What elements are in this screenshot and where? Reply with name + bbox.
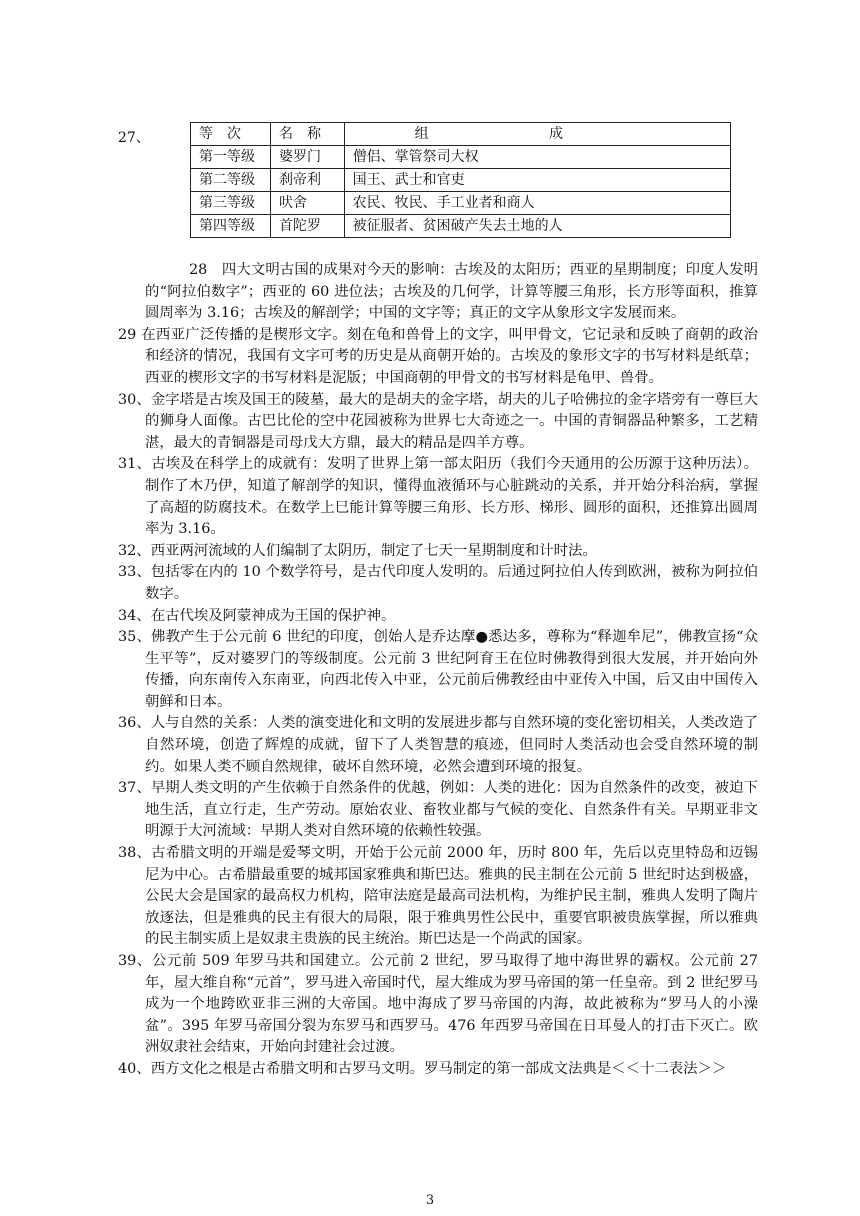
paragraph-35: 35、佛教产生于公元前 6 世纪的印度，创始人是乔达摩●悉达多，尊称为“释迦牟尼”，佛教宣扬“众生平等”，反对婆罗门的等级制度。公元前 3 世纪阿育王在位时佛教得到很大发展，并开始向外传播，向东南传入东南亚，向西北传入中亚，公元前后佛教经由中亚传入中国，后又由中国传入朝鲜和日本。 <box>118 629 758 710</box>
paragraph-40: 40、西方文化之根是古希腊文明和古罗马文明。罗马制定的第一部成文法典是＜＜十二表法＞＞ <box>118 1060 727 1077</box>
paragraph-32: 32、西亚两河流域的人们编制了太阴历，制定了七天一星期制度和计时法。 <box>118 542 597 559</box>
paragraph-36: 36、人与自然的关系：人类的演变进化和文明的发展进步都与自然环境的变化密切相关，人类改造了自然环境，创造了辉煌的成就，留下了人类智慧的痕迹，但同时人类活动也会受自然环境的制约。如果人类不顾自然规律，破坏自然环境，必然会遭到环境的报复。 <box>118 715 758 775</box>
cell-composition: 僧侣、掌管祭司大权 <box>344 146 730 169</box>
paragraph-31: 31、古埃及在科学上的成就有：发明了世界上第一部太阳历（我们今天通用的公历源于这种历法）。制作了木乃伊，知道了解剖学的知识，懂得血液循环与心脏跳动的关系，并开始分科治病，掌握了高超的防腐技术。在数学上巳能计算等腰三角形、长方形、梯形、圆形的面积，还推算出圆周率为 3.16。 <box>118 456 758 538</box>
header-rank: 等 次 <box>191 123 271 146</box>
paragraph-28: 28 四大文明古国的成果对今天的影响：古埃及的太阳历；西亚的星期制度；印度人发明的“阿拉伯数字”；西亚的 60 进位法；古埃及的几何学，计算等腰三角形，长方形等面积，推算圆周率为 3.16；古埃及的解剖学；中国的文字等；真正的文字从象形文字发展而来。 <box>145 262 758 322</box>
cell-composition: 被征服者、贫困破产失去土地的人 <box>344 215 730 238</box>
table-row <box>191 146 731 169</box>
table-header-row <box>191 123 731 146</box>
cell-composition: 农民、牧民、手工业者和商人 <box>344 192 730 215</box>
cell-rank: 第一等级 <box>191 146 271 169</box>
cell-rank: 第三等级 <box>191 192 271 215</box>
paragraph-38: 38、古希腊文明的开端是爱琴文明，开始于公元前 2000 年，历时 800 年，先后以克里特岛和迈锡尼为中心。古希腊最重要的城邦国家雅典和斯巴达。雅典的民主制在公元前 5 世纪时达到极盛，公民大会是国家的最高权力机构，陪审法庭是最高司法机构，为维护民主制，雅典人发明了陶片放逐法，但是雅典的民主有很大的局限，限于雅典男性公民中，重要官职被贵族掌握，所以雅典的民主制实质上是奴隶主贵族的民主统治。斯巴达是一个尚武的国家。 <box>118 845 758 948</box>
item-27-number: 27、 <box>118 130 150 146</box>
table-row <box>191 192 731 215</box>
paragraph-37: 37、早期人类文明的产生依赖于自然条件的优越，例如：人类的进化：因为自然条件的改变，被迫下地生活，直立行走，生产劳动。原始农业、畜牧业都与气候的变化、自然条件有关。早期亚非文明源于大河流域：早期人类对自然环境的依赖性较强。 <box>118 780 758 840</box>
paragraph-39: 39、公元前 509 年罗马共和国建立。公元前 2 世纪，罗马取得了地中海世界的霸权。公元前 27 年，屋大维自称“元首”，罗马进入帝国时代，屋大维成为罗马帝国的第一任皇帝。到 2 世纪罗马成为一个地跨欧亚非三洲的大帝国。地中海成了罗马帝国的内海，故此被称为“罗马人的小澡盆”。395 年罗马帝国分裂为东罗马和西罗马。476 年西罗马帝国在日耳曼人的打击下灭亡。欧洲奴隶社会结束，开始向封建社会过渡。 <box>118 953 758 1056</box>
paragraph-29: 29 在西亚广泛传播的是楔形文字。刻在龟和兽骨上的文字，叫甲骨文，它记录和反映了商朝的政治和经济的情况，我国有文字可考的历史是从商朝开始的。古埃及的象形文字的书写材料是纸草；西亚的楔形文字的书写材料是泥版；中国商朝的甲骨文的书写材料是龟甲、兽骨。 <box>118 326 758 386</box>
page-number: 3 <box>425 1193 435 1208</box>
cell-name: 婆罗门 <box>271 146 345 169</box>
header-composition: 组 成 <box>344 123 730 146</box>
body-text <box>118 260 758 1081</box>
caste-table <box>190 122 731 238</box>
cell-name: 首陀罗 <box>271 215 345 238</box>
table-row <box>191 169 731 192</box>
table-row <box>191 215 731 238</box>
cell-composition: 国王、武士和官吏 <box>344 169 730 192</box>
paragraph-33: 33、包括零在内的 10 个数学符号，是古代印度人发明的。后通过阿拉伯人传到欧洲，被称为阿拉伯数字。 <box>118 564 758 602</box>
paragraph-34: 34、在古代埃及阿蒙神成为王国的保护神。 <box>118 607 396 624</box>
cell-name: 吠舍 <box>271 192 345 215</box>
cell-rank: 第二等级 <box>191 169 271 192</box>
header-name: 名 称 <box>271 123 345 146</box>
cell-name: 刹帝利 <box>271 169 345 192</box>
paragraph-30: 30、金字塔是古埃及国王的陵墓，最大的是胡夫的金字塔，胡夫的儿子哈佛拉的金字塔旁有一尊巨大的狮身人面像。古巴比伦的空中花园被称为世界七大奇迹之一。中国的青铜器品种繁多，工艺精湛，最大的青铜器是司母戊大方鼎，最大的精品是四羊方尊。 <box>118 391 758 451</box>
cell-rank: 第四等级 <box>191 215 271 238</box>
